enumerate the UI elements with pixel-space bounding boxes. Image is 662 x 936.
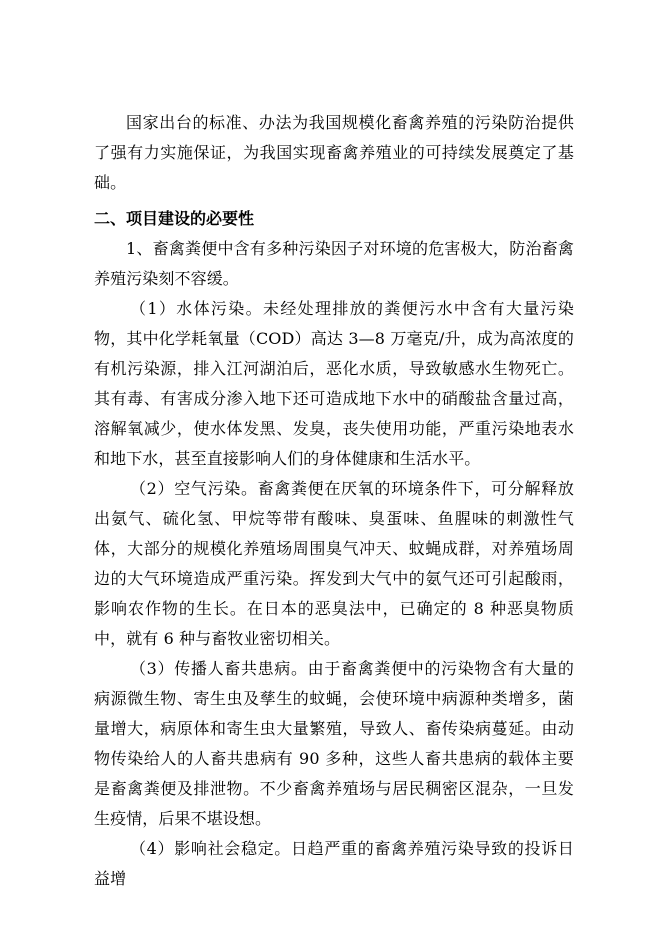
item-3-disease-transmission: （3）传播人畜共患病。由于畜禽粪便中的污染物含有大量的病源微生物、寄生虫及孳生的蚊蝇，会使环境中病源种类增多，菌量增大，病原体和寄生虫大量繁殖，导致人、畜传染病蔓延。由动物传染给人的人畜共患病有 90 多种，这些人畜共患病的载体主要是畜禽粪便及排泄物。不少畜禽养殖场与居民稠密区混杂，一旦发生疫情，后果不堪设想。	[94, 659, 574, 828]
item-2-air-pollution: （2）空气污染。畜禽粪便在厌氧的环境条件下，可分解释放出氨气、硫化氢、甲烷等带有酸味、臭蛋味、鱼腥味的刺激性气体，大部分的规模化养殖场周围臭气冲天、蚊蝇成群，对养殖场周边的大气环境造成严重污染。挥发到大气中的氨气还可引起酸雨，影响农作物的生长。在日本的恶臭法中，已确定的 8 种恶臭物质中，就有 6 种与畜牧业密切相关。	[94, 479, 574, 648]
intro-paragraph: 国家出台的标准、办法为我国规模化畜禽养殖的污染防治提供了强有力实施保证，为我国实现畜禽养殖业的可持续发展奠定了基础。	[94, 113, 574, 192]
document-body	[94, 108, 574, 894]
section-heading: 二、项目建设的必要性	[94, 209, 255, 228]
item-1-water-pollution: （1）水体污染。未经处理排放的粪便污水中含有大量污染物，其中化学耗氧量（COD）高达 3—8 万毫克/升，成为高浓度的有机污染源，排入江河湖泊后，恶化水质，导致敏感水生物死亡。其有毒、有害成分渗入地下还可造成地下水中的硝酸盐含量过高，溶解氧减少，使水体发黑、发臭，丧失使用功能，严重污染地表水和地下水，甚至直接影响人们的身体健康和生活水平。	[94, 299, 574, 468]
point-1-paragraph: 1、畜禽粪便中含有多种污染因子对环境的危害极大，防治畜禽养殖污染刻不容缓。	[94, 239, 574, 288]
item-4-social-stability: （4）影响社会稳定。日趋严重的畜禽养殖污染导致的投诉日益增	[94, 839, 574, 888]
